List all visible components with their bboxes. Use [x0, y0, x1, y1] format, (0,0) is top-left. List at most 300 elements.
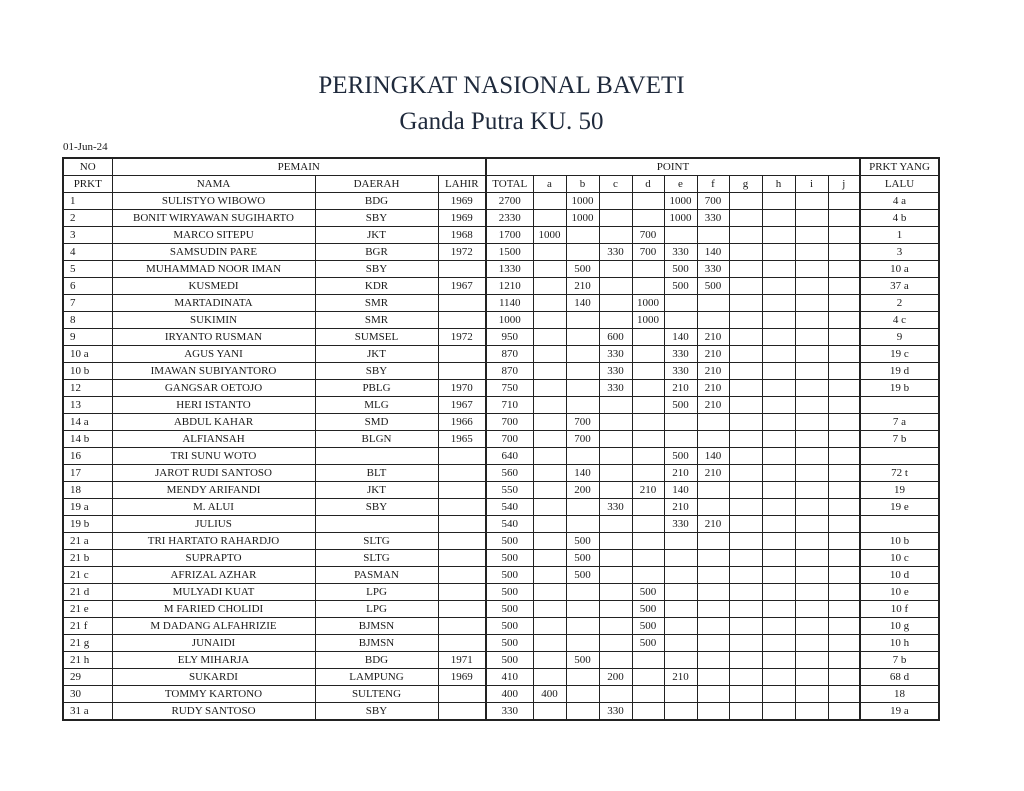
cell-i	[795, 431, 828, 448]
cell-no: 4	[63, 244, 112, 261]
cell-total: 330	[486, 703, 533, 721]
ranking-table	[62, 157, 940, 721]
cell-nama: JUNAIDI	[112, 635, 315, 652]
cell-i	[795, 295, 828, 312]
cell-j	[828, 244, 860, 261]
cell-d	[632, 261, 664, 278]
table-row	[63, 567, 939, 584]
header-d: d	[632, 176, 664, 193]
cell-lalu: 7 a	[860, 414, 939, 431]
cell-b	[566, 380, 599, 397]
cell-c	[599, 397, 632, 414]
cell-lalu: 19 e	[860, 499, 939, 516]
cell-lalu	[860, 397, 939, 414]
cell-total: 950	[486, 329, 533, 346]
cell-h	[762, 465, 795, 482]
cell-j	[828, 278, 860, 295]
cell-no: 7	[63, 295, 112, 312]
header-total: TOTAL	[486, 176, 533, 193]
cell-lahir	[438, 567, 486, 584]
header-no: NO	[63, 158, 112, 176]
cell-i	[795, 533, 828, 550]
cell-j	[828, 346, 860, 363]
cell-c	[599, 550, 632, 567]
cell-total: 500	[486, 635, 533, 652]
cell-d	[632, 516, 664, 533]
cell-e	[664, 312, 697, 329]
cell-e	[664, 414, 697, 431]
cell-h	[762, 312, 795, 329]
cell-total: 560	[486, 465, 533, 482]
cell-total: 500	[486, 652, 533, 669]
table-row	[63, 635, 939, 652]
header-h: h	[762, 176, 795, 193]
cell-nama: JULIUS	[112, 516, 315, 533]
cell-total: 2700	[486, 193, 533, 210]
cell-lahir	[438, 635, 486, 652]
cell-nama: TRI HARTATO RAHARDJO	[112, 533, 315, 550]
cell-f: 210	[697, 397, 729, 414]
table-row	[63, 601, 939, 618]
cell-j	[828, 516, 860, 533]
cell-c: 330	[599, 499, 632, 516]
header-j: j	[828, 176, 860, 193]
cell-no: 17	[63, 465, 112, 482]
cell-nama: JAROT RUDI SANTOSO	[112, 465, 315, 482]
cell-a	[533, 193, 566, 210]
cell-total: 500	[486, 550, 533, 567]
cell-total: 500	[486, 567, 533, 584]
cell-b	[566, 312, 599, 329]
header-point: POINT	[486, 158, 860, 176]
cell-lalu: 10 a	[860, 261, 939, 278]
cell-nama: HERI ISTANTO	[112, 397, 315, 414]
cell-d	[632, 669, 664, 686]
cell-h	[762, 669, 795, 686]
cell-no: 31 a	[63, 703, 112, 721]
cell-j	[828, 397, 860, 414]
cell-c	[599, 261, 632, 278]
cell-b: 140	[566, 295, 599, 312]
cell-g	[729, 261, 762, 278]
cell-e	[664, 295, 697, 312]
cell-no: 1	[63, 193, 112, 210]
cell-e	[664, 601, 697, 618]
cell-a	[533, 669, 566, 686]
cell-j	[828, 312, 860, 329]
cell-h	[762, 346, 795, 363]
cell-j	[828, 414, 860, 431]
cell-g	[729, 652, 762, 669]
cell-b	[566, 346, 599, 363]
cell-e: 330	[664, 346, 697, 363]
cell-h	[762, 227, 795, 244]
cell-h	[762, 601, 795, 618]
cell-d	[632, 431, 664, 448]
cell-j	[828, 499, 860, 516]
cell-g	[729, 448, 762, 465]
cell-daerah: SMD	[315, 414, 438, 431]
cell-e	[664, 431, 697, 448]
cell-no: 3	[63, 227, 112, 244]
header-daerah: DAERAH	[315, 176, 438, 193]
cell-lalu: 2	[860, 295, 939, 312]
cell-j	[828, 227, 860, 244]
cell-e	[664, 584, 697, 601]
cell-no: 8	[63, 312, 112, 329]
cell-f	[697, 482, 729, 499]
cell-i	[795, 227, 828, 244]
cell-daerah: SMR	[315, 312, 438, 329]
cell-c	[599, 618, 632, 635]
cell-f	[697, 533, 729, 550]
cell-a	[533, 244, 566, 261]
cell-i	[795, 703, 828, 721]
cell-g	[729, 516, 762, 533]
cell-no: 13	[63, 397, 112, 414]
cell-i	[795, 465, 828, 482]
cell-nama: M DADANG ALFAHRIZIE	[112, 618, 315, 635]
cell-a	[533, 329, 566, 346]
cell-g	[729, 482, 762, 499]
cell-lahir	[438, 533, 486, 550]
cell-lahir	[438, 686, 486, 703]
page-title: PERINGKAT NASIONAL BAVETI	[318, 72, 685, 99]
cell-lahir: 1967	[438, 278, 486, 295]
cell-c	[599, 431, 632, 448]
cell-d	[632, 550, 664, 567]
cell-g	[729, 703, 762, 721]
cell-no: 2	[63, 210, 112, 227]
table-row	[63, 584, 939, 601]
cell-total: 500	[486, 533, 533, 550]
table-row	[63, 499, 939, 516]
cell-a	[533, 261, 566, 278]
cell-b: 500	[566, 261, 599, 278]
cell-b	[566, 635, 599, 652]
cell-j	[828, 601, 860, 618]
cell-daerah: BLT	[315, 465, 438, 482]
cell-b: 500	[566, 567, 599, 584]
cell-lahir	[438, 312, 486, 329]
cell-i	[795, 567, 828, 584]
header-c: c	[599, 176, 632, 193]
cell-g	[729, 397, 762, 414]
table-body	[63, 193, 939, 721]
cell-e: 500	[664, 278, 697, 295]
cell-a	[533, 414, 566, 431]
cell-lalu	[860, 516, 939, 533]
cell-nama: RUDY SANTOSO	[112, 703, 315, 721]
cell-daerah: SBY	[315, 703, 438, 721]
cell-daerah: KDR	[315, 278, 438, 295]
cell-g	[729, 601, 762, 618]
cell-nama: IRYANTO RUSMAN	[112, 329, 315, 346]
cell-i	[795, 635, 828, 652]
cell-f: 700	[697, 193, 729, 210]
cell-total: 710	[486, 397, 533, 414]
cell-d	[632, 686, 664, 703]
cell-g	[729, 533, 762, 550]
cell-e: 210	[664, 669, 697, 686]
cell-total: 640	[486, 448, 533, 465]
header-a: a	[533, 176, 566, 193]
cell-e: 210	[664, 465, 697, 482]
header-f: f	[697, 176, 729, 193]
cell-no: 21 f	[63, 618, 112, 635]
cell-no: 5	[63, 261, 112, 278]
table-row	[63, 261, 939, 278]
cell-g	[729, 414, 762, 431]
cell-b	[566, 448, 599, 465]
cell-d: 210	[632, 482, 664, 499]
cell-g	[729, 635, 762, 652]
cell-a	[533, 448, 566, 465]
cell-b: 1000	[566, 193, 599, 210]
cell-f: 210	[697, 516, 729, 533]
cell-total: 1330	[486, 261, 533, 278]
cell-no: 21 c	[63, 567, 112, 584]
cell-d	[632, 448, 664, 465]
cell-h	[762, 244, 795, 261]
cell-nama: M. ALUI	[112, 499, 315, 516]
cell-daerah: PASMAN	[315, 567, 438, 584]
cell-daerah: SBY	[315, 210, 438, 227]
cell-c	[599, 312, 632, 329]
cell-h	[762, 584, 795, 601]
cell-f	[697, 618, 729, 635]
cell-lahir: 1969	[438, 193, 486, 210]
cell-nama: BONIT WIRYAWAN SUGIHARTO	[112, 210, 315, 227]
cell-g	[729, 584, 762, 601]
cell-lahir	[438, 448, 486, 465]
cell-i	[795, 397, 828, 414]
table-row	[63, 652, 939, 669]
cell-h	[762, 431, 795, 448]
cell-daerah: BLGN	[315, 431, 438, 448]
table-row	[63, 397, 939, 414]
cell-h	[762, 210, 795, 227]
cell-total: 500	[486, 618, 533, 635]
cell-no: 29	[63, 669, 112, 686]
table-row	[63, 703, 939, 721]
cell-a	[533, 465, 566, 482]
cell-f	[697, 703, 729, 721]
cell-c	[599, 193, 632, 210]
cell-f	[697, 312, 729, 329]
cell-d	[632, 499, 664, 516]
cell-i	[795, 329, 828, 346]
cell-a	[533, 635, 566, 652]
header-row-group	[63, 158, 939, 176]
cell-lahir: 1967	[438, 397, 486, 414]
cell-g	[729, 550, 762, 567]
cell-f	[697, 550, 729, 567]
cell-d	[632, 533, 664, 550]
cell-lalu: 72 t	[860, 465, 939, 482]
cell-lahir	[438, 601, 486, 618]
cell-i	[795, 652, 828, 669]
cell-b	[566, 584, 599, 601]
cell-d	[632, 567, 664, 584]
cell-h	[762, 516, 795, 533]
cell-i	[795, 346, 828, 363]
table-row	[63, 363, 939, 380]
header-row-sub	[63, 176, 939, 193]
cell-lahir: 1970	[438, 380, 486, 397]
cell-f: 210	[697, 465, 729, 482]
cell-d: 700	[632, 227, 664, 244]
cell-no: 30	[63, 686, 112, 703]
cell-nama: SULISTYO WIBOWO	[112, 193, 315, 210]
table-row	[63, 465, 939, 482]
cell-daerah: LAMPUNG	[315, 669, 438, 686]
cell-lahir	[438, 346, 486, 363]
cell-total: 540	[486, 499, 533, 516]
cell-c	[599, 533, 632, 550]
table-row	[63, 210, 939, 227]
cell-lahir	[438, 482, 486, 499]
cell-b: 200	[566, 482, 599, 499]
cell-e	[664, 635, 697, 652]
cell-daerah: SBY	[315, 261, 438, 278]
cell-lahir: 1969	[438, 210, 486, 227]
table-row	[63, 686, 939, 703]
table-row	[63, 550, 939, 567]
cell-g	[729, 465, 762, 482]
cell-nama: MARCO SITEPU	[112, 227, 315, 244]
cell-j	[828, 703, 860, 721]
cell-c	[599, 278, 632, 295]
cell-total: 1500	[486, 244, 533, 261]
cell-f	[697, 686, 729, 703]
cell-c	[599, 210, 632, 227]
cell-daerah: BJMSN	[315, 635, 438, 652]
header-b: b	[566, 176, 599, 193]
cell-daerah: BDG	[315, 193, 438, 210]
cell-j	[828, 669, 860, 686]
cell-nama: AGUS YANI	[112, 346, 315, 363]
cell-daerah: BGR	[315, 244, 438, 261]
cell-g	[729, 227, 762, 244]
cell-g	[729, 193, 762, 210]
cell-d	[632, 346, 664, 363]
header-nama: NAMA	[112, 176, 315, 193]
cell-d	[632, 329, 664, 346]
table-row	[63, 278, 939, 295]
cell-f: 210	[697, 346, 729, 363]
cell-g	[729, 329, 762, 346]
cell-j	[828, 329, 860, 346]
cell-daerah: SMR	[315, 295, 438, 312]
cell-e: 500	[664, 397, 697, 414]
cell-lalu: 1	[860, 227, 939, 244]
cell-no: 6	[63, 278, 112, 295]
cell-e: 1000	[664, 210, 697, 227]
header-e: e	[664, 176, 697, 193]
cell-d	[632, 278, 664, 295]
cell-a	[533, 516, 566, 533]
cell-c	[599, 516, 632, 533]
cell-c: 600	[599, 329, 632, 346]
cell-daerah: BDG	[315, 652, 438, 669]
cell-lahir	[438, 261, 486, 278]
cell-nama: SUKIMIN	[112, 312, 315, 329]
cell-e	[664, 533, 697, 550]
cell-lahir	[438, 516, 486, 533]
cell-daerah: LPG	[315, 601, 438, 618]
cell-total: 700	[486, 414, 533, 431]
cell-lalu: 10 c	[860, 550, 939, 567]
cell-a	[533, 278, 566, 295]
cell-i	[795, 278, 828, 295]
cell-total: 550	[486, 482, 533, 499]
cell-f	[697, 414, 729, 431]
cell-a	[533, 397, 566, 414]
cell-i	[795, 448, 828, 465]
cell-b: 1000	[566, 210, 599, 227]
cell-b	[566, 329, 599, 346]
cell-c	[599, 227, 632, 244]
cell-daerah: JKT	[315, 482, 438, 499]
cell-lalu: 10 d	[860, 567, 939, 584]
cell-total: 1000	[486, 312, 533, 329]
cell-lahir	[438, 584, 486, 601]
cell-daerah: SBY	[315, 363, 438, 380]
cell-g	[729, 618, 762, 635]
cell-no: 14 b	[63, 431, 112, 448]
cell-b	[566, 703, 599, 721]
cell-h	[762, 295, 795, 312]
cell-lahir: 1972	[438, 244, 486, 261]
cell-f	[697, 567, 729, 584]
cell-nama: TRI SUNU WOTO	[112, 448, 315, 465]
cell-h	[762, 686, 795, 703]
cell-j	[828, 652, 860, 669]
cell-i	[795, 193, 828, 210]
cell-c	[599, 414, 632, 431]
cell-lalu: 19	[860, 482, 939, 499]
cell-b: 500	[566, 550, 599, 567]
cell-c	[599, 652, 632, 669]
cell-j	[828, 533, 860, 550]
cell-no: 21 d	[63, 584, 112, 601]
cell-f: 330	[697, 210, 729, 227]
cell-a	[533, 380, 566, 397]
cell-nama: ELY MIHARJA	[112, 652, 315, 669]
header-lalu: LALU	[860, 176, 939, 193]
table-row	[63, 380, 939, 397]
cell-d: 500	[632, 635, 664, 652]
cell-nama: MUHAMMAD NOOR IMAN	[112, 261, 315, 278]
cell-f: 210	[697, 380, 729, 397]
cell-j	[828, 431, 860, 448]
cell-a	[533, 618, 566, 635]
cell-no: 21 e	[63, 601, 112, 618]
cell-no: 14 a	[63, 414, 112, 431]
cell-e	[664, 567, 697, 584]
cell-c: 200	[599, 669, 632, 686]
cell-j	[828, 686, 860, 703]
cell-a	[533, 363, 566, 380]
cell-g	[729, 567, 762, 584]
table-row	[63, 346, 939, 363]
cell-g	[729, 295, 762, 312]
cell-e	[664, 652, 697, 669]
cell-i	[795, 601, 828, 618]
cell-e: 210	[664, 380, 697, 397]
cell-h	[762, 397, 795, 414]
